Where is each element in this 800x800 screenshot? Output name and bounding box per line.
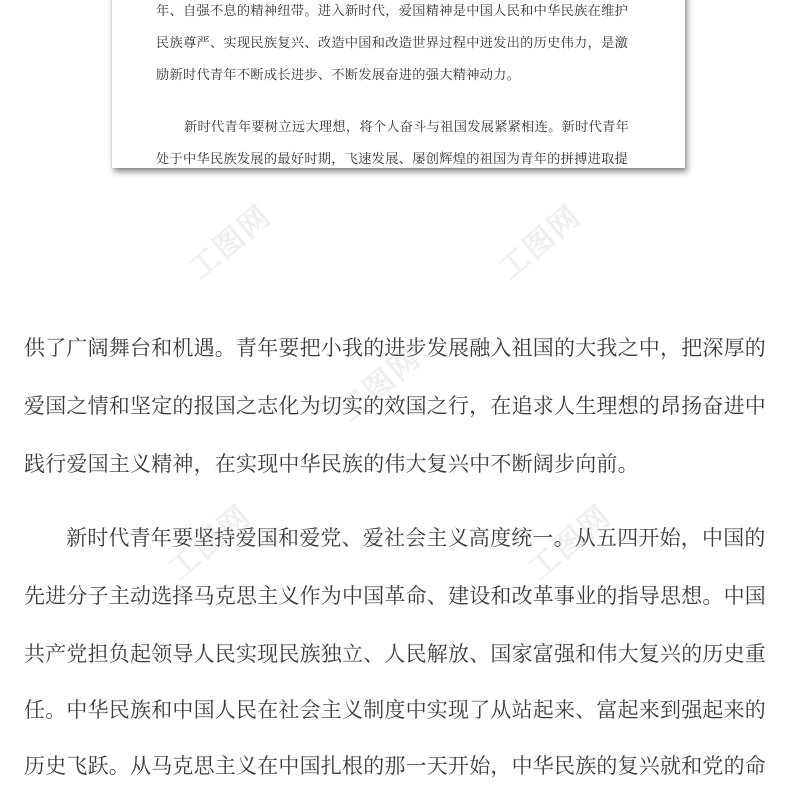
watermark-logo: 工图网 [522, 498, 619, 587]
document-preview-card [112, 0, 685, 168]
card-text-line: 新时代青年要树立远大理想，将个人奋斗与祖国发展紧紧相连。新时代青年 [184, 120, 630, 135]
article-paragraph-start: 新时代青年要坚持爱国和爱党、爱社会主义高度统一。从五四开始，中国的 [66, 526, 766, 550]
watermark-logo: 工图网 [492, 198, 589, 287]
article-line: 爱国之情和坚定的报国之志化为切实的效国之行，在追求人生理想的昂扬奋进中 [24, 394, 766, 418]
article-line: 供了广阔舞台和机遇。青年要把小我的进步发展融入祖国的大我之中，把深厚的 [24, 336, 766, 360]
article-line: 先进分子主动选择马克思主义作为中国革命、建设和改革事业的指导思想。中国 [24, 584, 766, 608]
article-line: 任。中华民族和中国人民在社会主义制度中实现了从站起来、富起来到强起来的 [24, 698, 766, 722]
article-line: 践行爱国主义精神，在实现中华民族的伟大复兴中不断阔步向前。 [24, 452, 639, 476]
article-line: 历史飞跃。从马克思主义在中国扎根的那一天开始，中华民族的复兴就和党的命 [24, 754, 766, 778]
watermark-logo: 工图网 [162, 498, 259, 587]
article-line: 共产党担负起领导人民实现民族独立、人民解放、国家富强和伟大复兴的历史重 [24, 642, 766, 666]
card-text-line: 处于中华民族发展的最好时期，飞速发展、屡创辉煌的祖国为青年的拼搏进取提 [156, 152, 629, 167]
card-text-line: 励新时代青年不断成长进步、不断发展奋进的强大精神动力。 [156, 68, 521, 83]
card-text-line: 年、自强不息的精神纽带。进入新时代，爱国精神是中国人民和中华民族在维护 [156, 4, 629, 19]
watermark-logo: 工图网 [182, 198, 279, 287]
watermark-logo: 工图网 [332, 340, 429, 429]
card-text-line: 民族尊严、实现民族复兴、改造中国和改造世界过程中迸发出的历史伟力，是激 [156, 36, 629, 51]
